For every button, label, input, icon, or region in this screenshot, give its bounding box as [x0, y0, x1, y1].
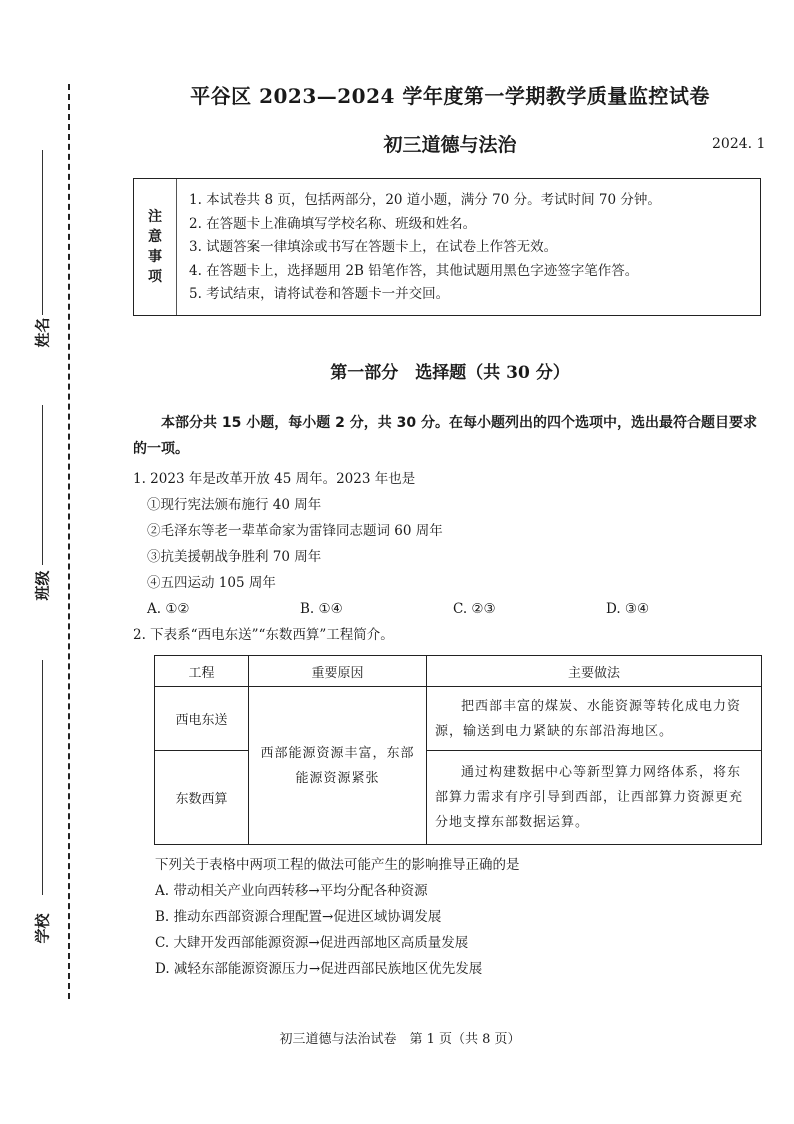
- exam-title: 平谷区 2023—2024 学年度第一学期教学质量监控试卷: [190, 84, 710, 108]
- subject-title: 初三道德与法治: [383, 134, 517, 156]
- part1-intro: 本部分共 15 小题，每小题 2 分，共 30 分。在每小题列出的四个选项中，选出最符合题目要求的一项。: [133, 415, 757, 457]
- notice-box: [133, 178, 761, 316]
- option-b[interactable]: B. 推动东西部资源合理配置→促进区域协调发展: [155, 909, 442, 925]
- statement: ①现行宪法颁布施行 40 周年: [147, 497, 322, 513]
- question-2-prompt: 下列关于表格中两项工程的做法可能产生的影响推导正确的是: [155, 857, 520, 873]
- school-label: 学校: [33, 913, 52, 944]
- notice-list: [177, 179, 760, 315]
- reason-cell: 西部能源资源丰富，东部能源资源紧张: [249, 687, 427, 845]
- part1-title: 第一部分 选择题（共 30 分）: [330, 363, 570, 383]
- project-table: [154, 655, 762, 845]
- question-1-choices: [133, 596, 763, 622]
- notice-item: 1. 本试卷共 8 页，包括两部分，20 道小题，满分 70 分。考试时间 70 分钟。: [189, 192, 661, 208]
- question-1-stem: 1. 2023 年是改革开放 45 周年。2023 年也是: [133, 471, 416, 487]
- class-field[interactable]: [22, 405, 52, 620]
- exam-date: 2024. 1: [712, 136, 766, 152]
- table-header: 主要做法: [427, 656, 762, 687]
- table-header: 重要原因: [249, 656, 427, 687]
- option-d[interactable]: D. 减轻东部能源资源压力→促进西部民族地区优先发展: [155, 961, 483, 977]
- statement: ②毛泽东等老一辈革命家为雷锋同志题词 60 周年: [147, 523, 443, 539]
- page-footer: 初三道德与法治试卷 第 1 页（共 8 页）: [279, 1032, 521, 1047]
- choice-d[interactable]: D. ③④: [606, 601, 650, 617]
- choice-b[interactable]: B. ①④: [300, 601, 343, 617]
- project-cell: 西电东送: [155, 687, 249, 751]
- statement: ③抗美援朝战争胜利 70 周年: [147, 549, 322, 565]
- project-cell: 东数西算: [155, 751, 249, 845]
- table-header-row: [155, 656, 762, 687]
- table-header: 工程: [155, 656, 249, 687]
- class-label: 班级: [33, 570, 52, 601]
- notice-item: 4. 在答题卡上，选择题用 2B 铅笔作答，其他试题用黑色字迹签字笔作答。: [189, 262, 639, 279]
- method-cell: 通过构建数据中心等新型算力网络体系，将东部算力需求有序引导到西部，让西部算力资源更充分地支撑东部数据运算。: [427, 751, 762, 845]
- statement: ④五四运动 105 周年: [147, 575, 276, 591]
- notice-item: 3. 试题答案一律填涂或书写在答题卡上，在试卷上作答无效。: [189, 239, 558, 255]
- question-1: [133, 466, 763, 622]
- table-row: [155, 687, 762, 751]
- table-row: [155, 751, 762, 845]
- name-label: 姓名: [33, 317, 52, 348]
- name-field[interactable]: [22, 150, 52, 370]
- option-a[interactable]: A. 带动相关产业向西转移→平均分配各种资源: [155, 883, 428, 899]
- question-2-stem: 2. 下表系“西电东送”“东数西算”工程简介。: [133, 627, 394, 643]
- notice-heading: 注 意 事 项: [134, 179, 177, 315]
- notice-item: 2. 在答题卡上准确填写学校名称、班级和姓名。: [189, 215, 477, 232]
- question-2-body: [133, 852, 763, 982]
- choice-a[interactable]: A. ①②: [147, 601, 190, 617]
- school-field[interactable]: [22, 660, 52, 950]
- notice-item: 5. 考试结束，请将试卷和答题卡一并交回。: [189, 286, 450, 302]
- binding-dashed-line: [68, 84, 70, 999]
- method-cell: 把西部丰富的煤炭、水能资源等转化成电力资源，输送到电力紧缺的东部沿海地区。: [427, 687, 762, 751]
- choice-c[interactable]: C. ②③: [453, 601, 496, 617]
- option-c[interactable]: C. 大肆开发西部能源资源→促进西部地区高质量发展: [155, 935, 469, 951]
